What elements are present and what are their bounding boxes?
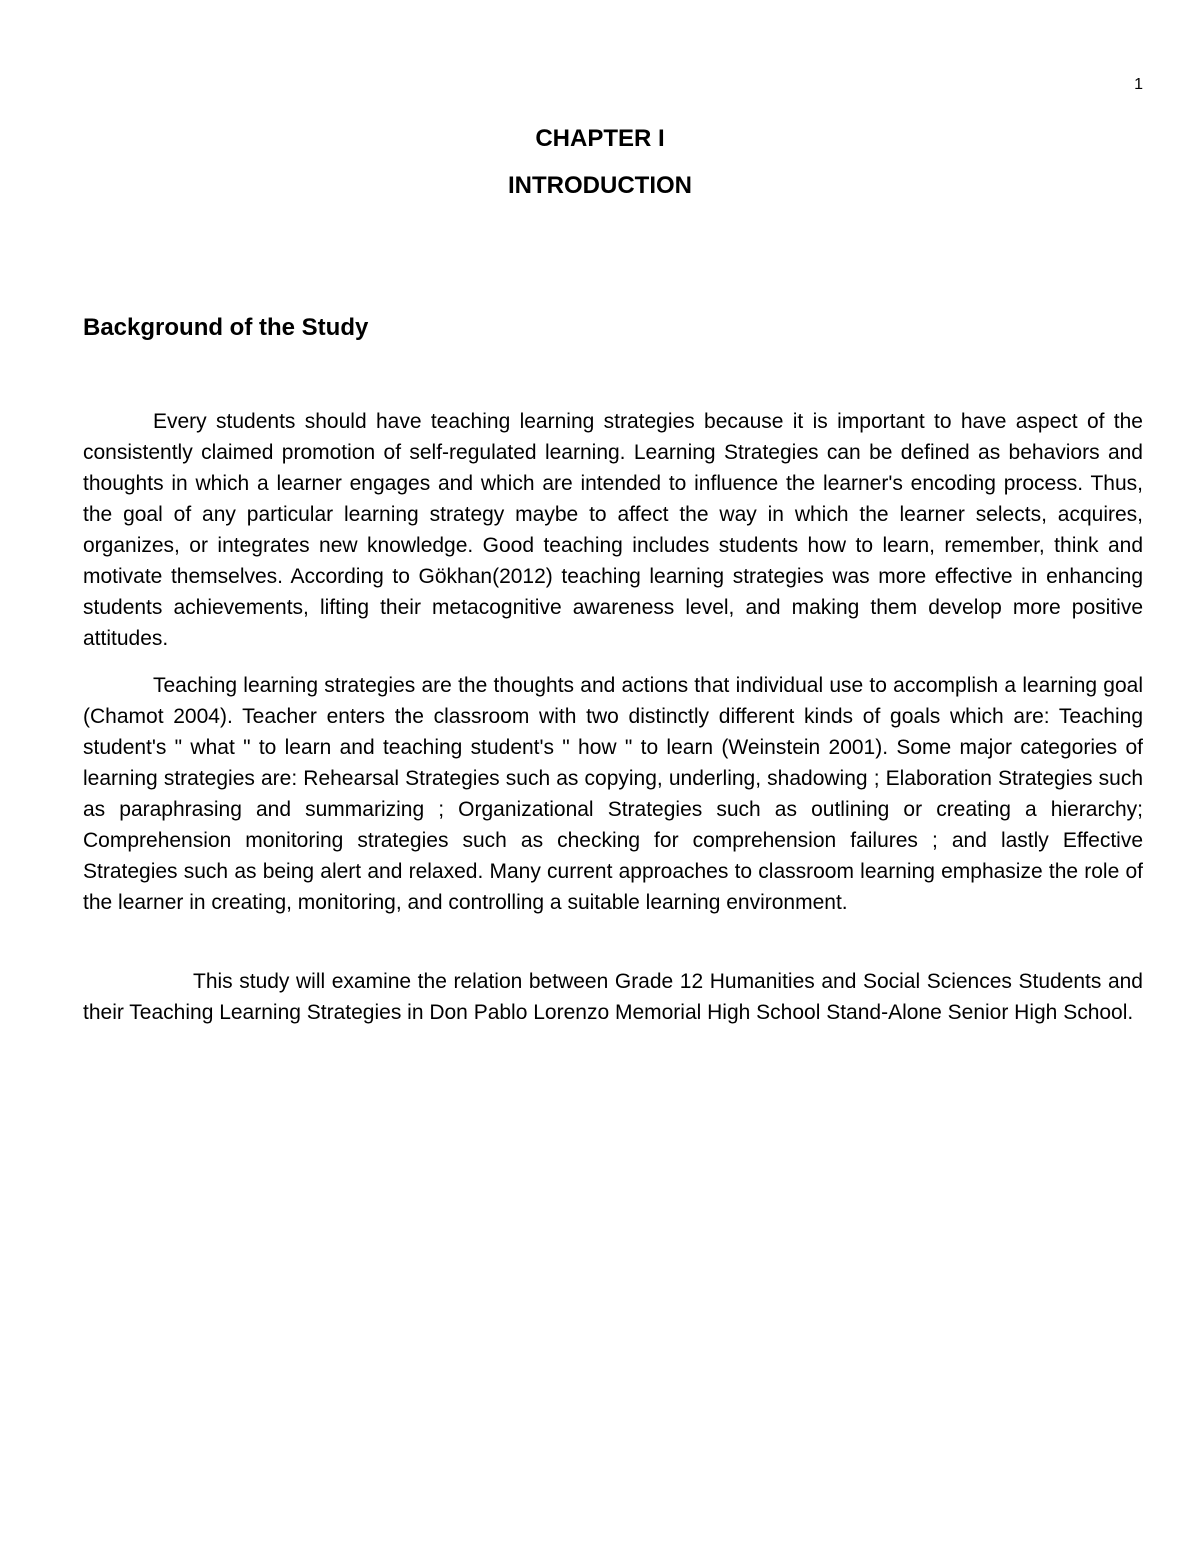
paragraph-2: Teaching learning strategies are the thoughts and actions that individual use to accomplish a learning goal (Chamot 2004). Teacher enters the classroom with two distinctly different kinds of goals which are: Teaching student's " what " to learn and teaching student's " how " to learn (Weinstein 2001). Some major categories of learning strategies are: Rehearsal Strategies such as copying, underling, shadowing ; Elaboration Strategies such as paraphrasing and summarizing ; Organizational Strategies such as outlining or creating a hierarchy; Comprehension monitoring strategies such as checking for comprehension failures ; and lastly Effective Strategies such as being alert and relaxed. Many current approaches to classroom learning emphasize the role of the learner in creating, monitoring, and controlling a suitable learning environment. <box>83 674 1143 914</box>
chapter-heading: CHAPTER I <box>535 125 665 152</box>
page-number: 1 <box>1134 76 1143 93</box>
paragraph-1: Every students should have teaching learning strategies because it is important to have aspect of the consistently claimed promotion of self-regulated learning. Learning Strategies can be defined as behaviors and thoughts in which a learner engages and which are intended to influence the learner's encoding process. Thus, the goal of any particular learning strategy maybe to affect the way in which the learner selects, acquires, organizes, or integrates new knowledge. Good teaching includes students how to learn, remember, think and motivate themselves. According to Gökhan(2012) teaching learning strategies was more effective in enhancing students achievements, lifting their metacognitive awareness level, and making them develop more positive attitudes. <box>83 410 1143 650</box>
chapter-title: INTRODUCTION <box>508 172 692 199</box>
paragraph-3: This study will examine the relation between Grade 12 Humanities and Social Sciences Students and their Teaching Learning Strategies in Don Pablo Lorenzo Memorial High School Stand-Alone Senior High School. <box>83 970 1143 1024</box>
section-heading: Background of the Study <box>83 314 369 341</box>
